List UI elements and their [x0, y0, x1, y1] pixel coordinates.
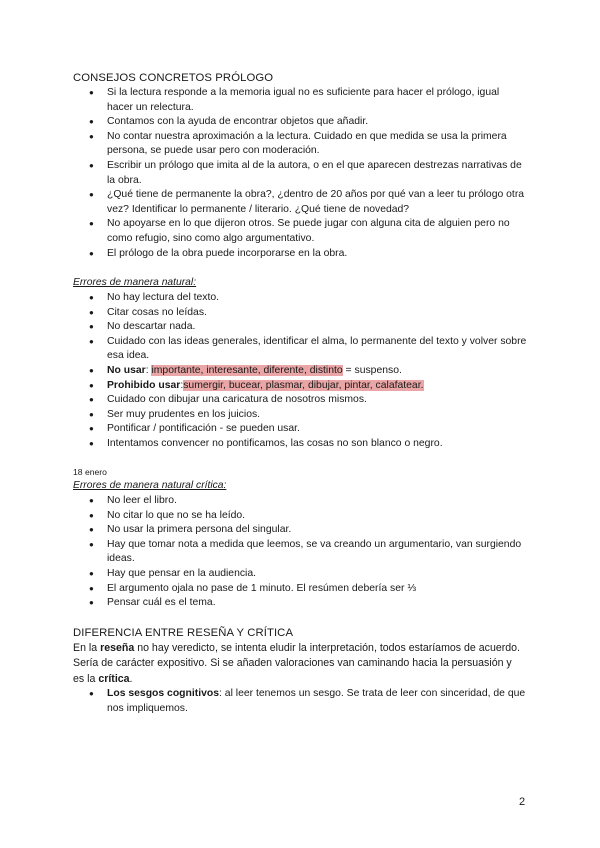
bullet-icon: ●	[89, 424, 94, 434]
list-item: ● No leer el libro.	[0, 494, 527, 509]
errores-list	[0, 291, 600, 452]
list-item: ● ¿Qué tiene de permanente la obra?, ¿dentro de 20 años por qué van a leer tu prólogo otra vez? Identificar lo permanente / literario. ¿Qué tiene de novedad?	[89, 189, 525, 215]
bullet-icon: ●	[89, 131, 94, 141]
list-item: ● No descartar nada.	[0, 320, 527, 335]
bullet-icon: ●	[89, 409, 94, 419]
list-item: ● No citar lo que no se ha leído.	[0, 509, 527, 524]
list-item: ● El prólogo de la obra puede incorporarse en la obra.	[0, 247, 527, 262]
list-item: ● Hay que tomar nota a medida que leemos, se va creando un argumentario, van surgiendo ideas.	[89, 538, 522, 565]
bullet-icon: ●	[89, 510, 94, 520]
bullet-icon: ●	[89, 88, 94, 97]
list-item: ● Escribir un prólogo que imita al de la autora, o en el que aparecen destrezas narrativas de la obra.	[89, 159, 522, 186]
highlighted-words: importante, interesante, diferente, distinto	[151, 364, 343, 376]
sesgos-list	[0, 687, 600, 716]
list-item-no-usar: ● No usar: importante, interesante, diferente, distinto = suspenso.	[0, 364, 527, 379]
bullet-icon: ●	[89, 598, 94, 608]
section-heading-consejos: CONSEJOS CONCRETOS PRÓLOGO	[73, 72, 274, 84]
list-item: ● No apoyarse en lo que dijeron otros. Se puede jugar con alguna cita de alguien pero no como refugio, sino como algo argumentativo.	[89, 218, 510, 244]
highlighted-words: sumergir, bucear, plasmar, dibujar, pintar, calafatear.	[183, 379, 424, 391]
list-item: ● Pensar cuál es el tema.	[0, 596, 527, 611]
list-item: ● Contamos con la ayuda de encontrar objetos que añadir.	[0, 115, 527, 130]
bullet-icon: ●	[89, 438, 94, 448]
diferencia-paragraph: En la reseña no hay veredicto, se intenta eludir la interpretación, todos estaríamos de acuerdo. Sería de carácter expositivo. Si se añaden valoraciones van caminando hacia la persuasión y es la crítica.	[73, 642, 520, 685]
list-item: ● Cuidado con dibujar una caricatura de nosotros mismos.	[0, 393, 527, 408]
list-item: ● No contar nuestra aproximación a la lectura. Cuidado en que medida se usa la primera persona, se puede usar pero con moderación.	[89, 130, 507, 157]
section-heading-diferencia: DIFERENCIA ENTRE RESEÑA Y CRÍTICA	[73, 627, 294, 639]
date-label: 18 enero	[73, 467, 107, 477]
bullet-icon: ●	[89, 307, 94, 317]
bullet-icon: ●	[89, 525, 94, 535]
bullet-icon: ●	[89, 365, 94, 375]
list-item: ● El argumento ojala no pase de 1 minuto. El resúmen debería ser ⅓	[0, 582, 527, 597]
list-item: ● Si la lectura responde a la memoria igual no es suficiente para hacer el prólogo, igual hacer un relectura.	[89, 87, 500, 113]
list-item: ● No hay lectura del texto.	[0, 291, 527, 306]
list-item: ● Ser muy prudentes en los juicios.	[0, 408, 527, 423]
list-item: ● Los sesgos cognitivos: al leer tenemos un sesgo. Se trata de leer con sinceridad, de que nos impliquemos.	[89, 688, 526, 714]
page-number: 2	[519, 796, 526, 808]
subheading-errores: Errores de manera natural:	[73, 277, 197, 288]
bullet-icon: ●	[89, 248, 94, 258]
bullet-icon: ●	[89, 583, 94, 593]
bullet-icon: ●	[89, 336, 94, 346]
list-item: ● Cuidado con las ideas generales, identificar el alma, lo permanente del texto y volver sobre esa idea.	[89, 335, 527, 362]
bullet-icon: ●	[89, 380, 94, 390]
bullet-icon: ●	[89, 219, 94, 229]
subheading-errores-critica: Errores de manera natural crítica:	[73, 480, 227, 491]
bullet-icon: ●	[89, 395, 94, 405]
list-item: ● Pontificar / pontificación - se pueden usar.	[0, 422, 527, 437]
list-item: ● Citar cosas no leídas.	[0, 306, 527, 321]
bullet-icon: ●	[89, 539, 94, 549]
bullet-icon: ●	[89, 322, 94, 332]
list-item: ● Intentamos convencer no pontificamos, las cosas no son blanco o negro.	[0, 437, 527, 452]
bullet-icon: ●	[89, 568, 94, 578]
consejos-list	[0, 86, 600, 261]
bullet-icon: ●	[89, 689, 94, 698]
list-item: ● No usar la primera persona del singular.	[0, 523, 527, 538]
errores-critica-list	[0, 494, 600, 611]
bullet-icon: ●	[89, 496, 94, 505]
list-item: ● Hay que pensar en la audiencia.	[0, 567, 527, 582]
list-item-prohibido: ● Prohibido usar:sumergir, bucear, plasmar, dibujar, pintar, calafatear.	[0, 379, 527, 394]
bullet-icon: ●	[89, 160, 94, 170]
bullet-icon: ●	[89, 293, 94, 302]
bullet-icon: ●	[89, 117, 94, 127]
bullet-icon: ●	[89, 190, 94, 200]
